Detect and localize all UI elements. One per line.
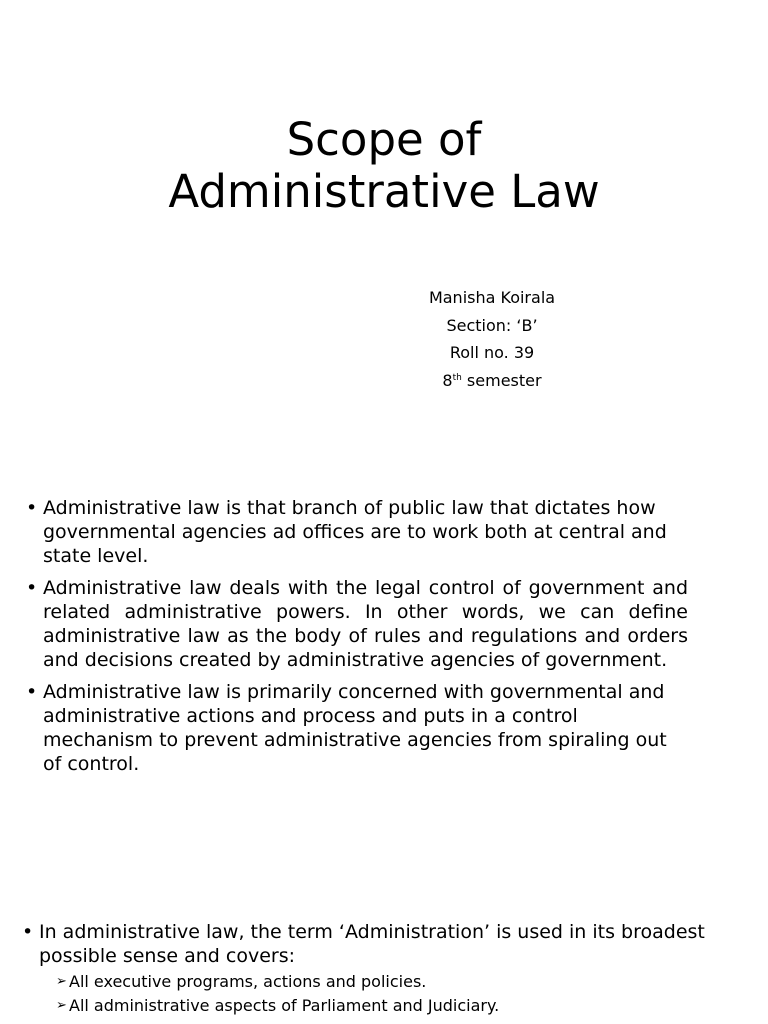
- sub-list-item-text: All executive programs, actions and policies.: [69, 972, 427, 991]
- bullet-item: • Administrative law deals with the legal control of government and related administrative powers. In other words, we can define administrative law as the body of rules and regulations and orders and decisions created by administrative agencies of government.: [26, 576, 688, 672]
- author-block: [392, 284, 592, 394]
- slide-title: [0, 114, 768, 218]
- bullet-item: • Administrative law is that branch of public law that dictates how governmental agencies ad offices are to work both at central and state level.: [26, 496, 688, 568]
- scope-sub-list: [22, 970, 722, 1018]
- author-section: Section: ‘B’: [446, 315, 538, 335]
- semester-ordinal-suffix: th: [452, 372, 462, 383]
- sub-list-item: [56, 970, 722, 994]
- scope-section: [22, 920, 722, 1018]
- semester-number: 8: [442, 370, 453, 390]
- arrow-bullet-icon: ➢: [56, 998, 67, 1013]
- slide-title-line-1: Scope of: [286, 113, 482, 166]
- definition-bullet-list: [26, 496, 688, 784]
- sub-list-item-text: All administrative aspects of Parliament and Judiciary.: [69, 996, 500, 1015]
- semester-word: semester: [461, 370, 542, 390]
- author-semester: [392, 367, 592, 395]
- author-name: Manisha Koirala: [428, 288, 556, 307]
- bullet-item: • Administrative law is primarily concerned with governmental and administrative actions and process and puts in a control mechanism to prevent administrative agencies from spiraling out of control.: [26, 680, 688, 776]
- arrow-bullet-icon: ➢: [56, 974, 67, 989]
- scope-lead-bullet: • In administrative law, the term ‘Administration’ is used in its broadest possible sense and covers:: [22, 920, 722, 968]
- author-roll-number: Roll no. 39: [449, 343, 535, 362]
- slide-title-line-2: Administrative Law: [168, 165, 600, 218]
- sub-list-item: [56, 994, 722, 1018]
